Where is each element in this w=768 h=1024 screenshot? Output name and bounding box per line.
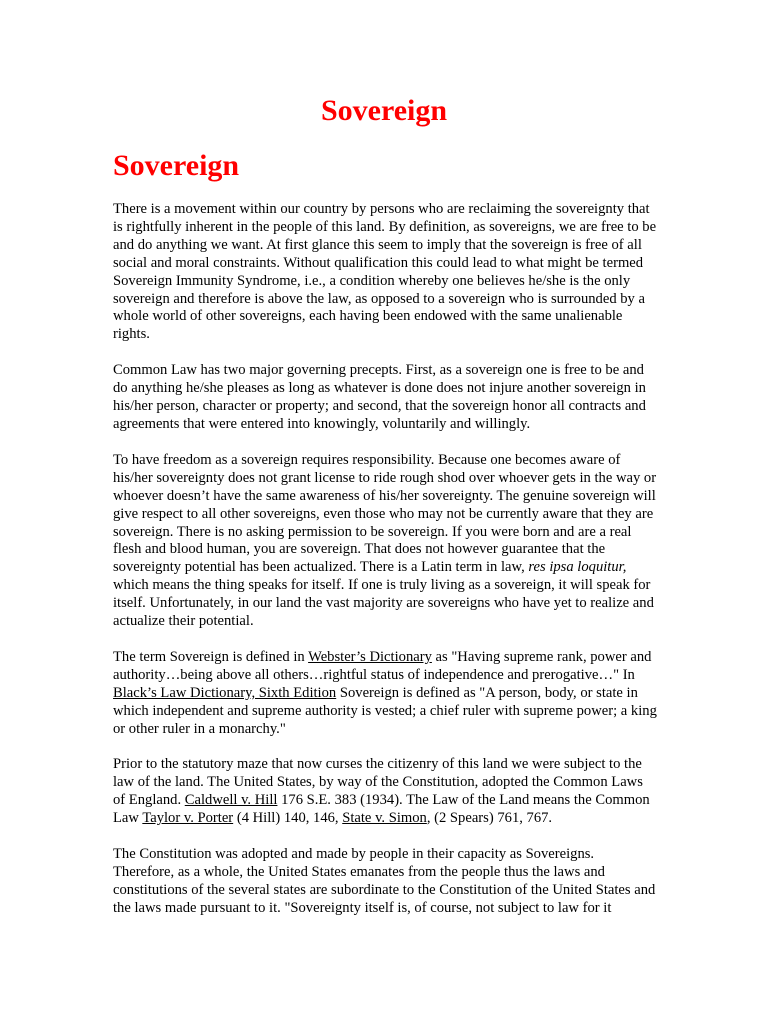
paragraph-5-text-d: , (2 Spears) 761, 767. <box>426 810 553 827</box>
paragraph-4 <box>113 649 658 739</box>
websters-dictionary-link[interactable]: Webster’s Dictionary <box>308 648 432 665</box>
paragraph-1: There is a movement within our country by persons who are reclaiming the sovereignty that is rightfully inherent in the people of this land. By definition, as sovereigns, we are free to be and do anything we want. At first glance this seem to imply that the sovereign is free of all social and moral constraints. Without qualification this could lead to what might be termed Sovereign Immunity Syndrome, i.e., a condition whereby one believes he/she is the only sovereign and therefore is above the law, as opposed to a sovereign who is surrounded by a whole world of other sovereigns, each having been endowed with the same unalienable rights. <box>113 201 657 343</box>
paragraph-3-text-b: which means the thing speaks for itself. If one is truly living as a sovereign, it will speak for itself. Unfortunately, in our land the vast majority are sovereigns who have yet to realize and actualize their potential. <box>113 577 654 630</box>
caldwell-v-hill-link[interactable]: Caldwell v. Hill <box>184 792 278 809</box>
paragraph-4-text-b: as "Having supreme rank, power and authority…being above all others…rightful status of independence and prerogative…" In <box>113 648 652 683</box>
section-heading: Sovereign <box>113 149 240 182</box>
document-body <box>113 201 658 936</box>
paragraph-5 <box>113 756 658 828</box>
document-title: Sovereign <box>320 94 448 127</box>
paragraph-5-text-a: Prior to the statutory maze that now curses the citizenry of this land we were subject to the law of the land. The United States, by way of the Constitution, adopted the Common Laws of England. <box>113 756 643 809</box>
paragraph-3 <box>113 452 658 631</box>
taylor-v-porter-link[interactable]: Taylor v. Porter <box>142 810 234 827</box>
blacks-law-dictionary-link[interactable]: Black’s Law Dictionary, Sixth Edition <box>113 684 337 701</box>
paragraph-3-text-a: To have freedom as a sovereign requires responsibility. Because one becomes aware of his/her sovereignty does not grant license to ride rough shod over whoever gets in the way or whoever doesn’t have the same awareness of his/her sovereignty. The genuine sovereign will give respect to all other sovereigns, even those who may not be currently aware that they are sovereign. There is no asking permission to be sovereign. If you were born and are a real flesh and blood human, you are sovereign. That does not however guarantee that the sovereignty potential has been actualized. There is a Latin term in law, <box>113 451 657 576</box>
paragraph-4-text-c: Sovereign is defined as "A person, body, or state in which independent and supreme authority is vested; a chief ruler with supreme power; a king or other ruler in a monarchy." <box>113 684 657 737</box>
paragraph-5-text-c: (4 Hill) 140, 146, <box>236 810 339 827</box>
paragraph-4-text-a: The term Sovereign is defined in <box>113 648 305 665</box>
paragraph-2: Common Law has two major governing precepts. First, as a sovereign one is free to be and do anything he/she pleases as long as whatever is done does not injure another sovereign in his/her person, character or property; and second, that the sovereign honor all contracts and agreements that were entered into knowingly, voluntarily and willingly. <box>113 362 646 432</box>
paragraph-6: The Constitution was adopted and made by people in their capacity as Sovereigns. Therefore, as a whole, the United States emanates from the people thus the laws and constitutions of the several states are subordinate to the Constitution of the United States and the laws made pursuant to it. "Sovereignty itself is, of course, not subject to law for it <box>113 846 656 916</box>
latin-term: res ipsa loquitur, <box>528 559 627 576</box>
paragraph-5-text-b: 176 S.E. 383 (1934). The Law of the Land means the Common Law <box>113 792 650 827</box>
state-v-simon-link[interactable]: State v. Simon <box>342 810 427 827</box>
